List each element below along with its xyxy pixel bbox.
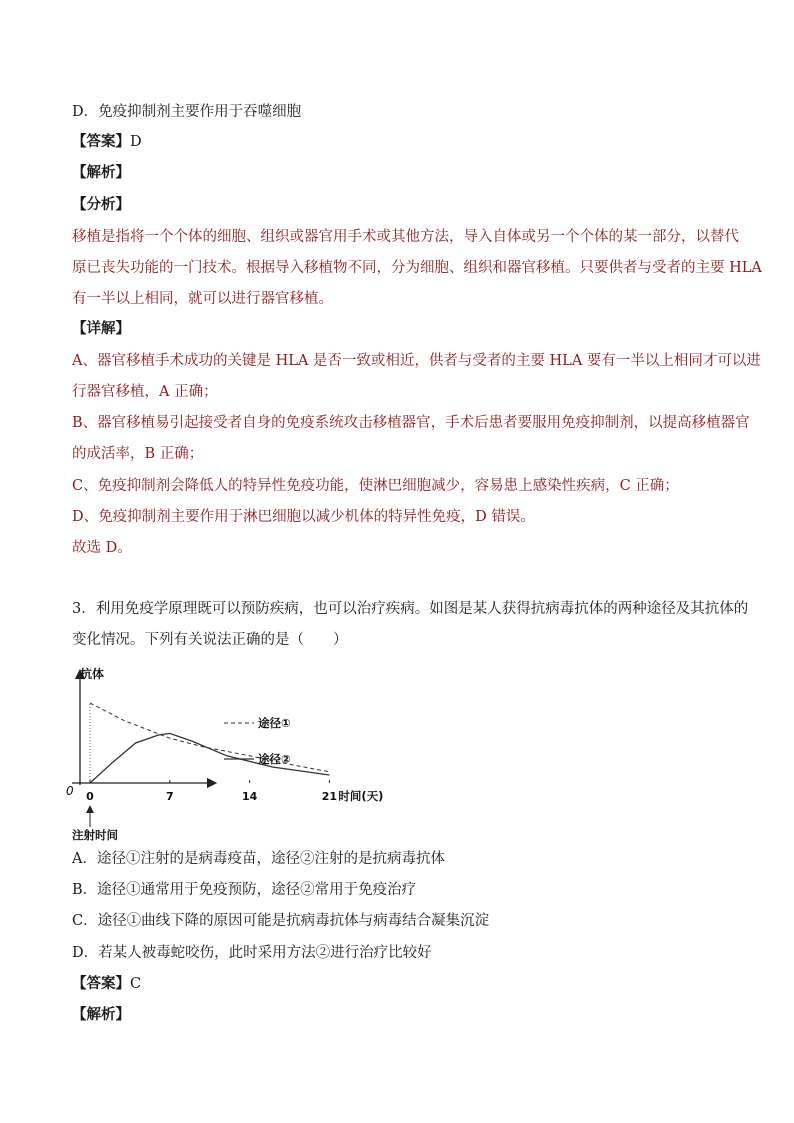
detail-line: A、器官移植手术成功的关键是 HLA 是否一致或相近，供者与受者的主要 HLA 要有一半以上相同才可以进	[72, 353, 761, 369]
legend-label: 途径②	[258, 752, 291, 766]
x-tick-label: 0	[86, 790, 94, 803]
injection-label: 注射时间	[72, 828, 118, 842]
y-axis-label: 抗体	[80, 667, 105, 681]
answer-line	[72, 131, 722, 153]
detail-line: B、器官移植易引起接受者自身的免疫系统攻击移植器官，手术后患者要服用免疫抑制剂，以提高移植器官	[72, 415, 750, 431]
analysis-tag: 【解析】	[72, 164, 130, 181]
analysis-tag: 【解析】	[72, 1006, 130, 1023]
detail-tag: 【详解】	[72, 320, 130, 337]
answer-value: C	[130, 976, 142, 992]
option-a: A．途径①注射的是病毒疫苗，途径②注射的是抗病毒抗体	[72, 851, 445, 867]
detail-line: D、免疫抑制剂主要作用于淋巴细胞以减少机体的特异性免疫，D 错误。	[72, 509, 535, 525]
x-tick-label: 7	[165, 790, 174, 803]
question3-stem: 3．利用免疫学原理既可以预防疾病，也可以治疗疾病。如图是某人获得抗病毒抗体的两种途径及其抗体的	[72, 601, 749, 617]
detail-line: 的成活率，B 正确；	[72, 446, 204, 462]
legend-label: 途径①	[258, 716, 291, 730]
option-d-text: D．免疫抑制剂主要作用于吞噬细胞	[72, 104, 302, 120]
fenxi-tag: 【分析】	[72, 196, 130, 213]
fenxi-line: 移植是指将一个个体的细胞、组织或器官用手术或其他方法，导入自体或另一个个体的某一部分，以替代	[72, 229, 739, 245]
origin-label: 0	[66, 784, 74, 798]
fenxi-line: 有一半以上相同，就可以进行器官移植。	[72, 291, 333, 307]
detail-line: 故选 D。	[72, 540, 132, 556]
x-tick-label: 21	[321, 790, 338, 803]
antibody-chart	[62, 660, 384, 842]
question3-stem: 变化情况。下列有关说法正确的是（ ）	[72, 632, 348, 648]
option-d: D．若某人被毒蛇咬伤，此时采用方法②进行治疗比较好	[72, 945, 432, 961]
x-tick-label: 14	[241, 790, 258, 803]
option-b: B．途径①通常用于免疫预防，途径②常用于免疫治疗	[72, 882, 417, 898]
fenxi-line: 原已丧失功能的一门技术。根据导入移植物不同，分为细胞、组织和器官移植。只要供者与受者的主要 HLA	[72, 260, 762, 276]
answer-tag: 【答案】	[72, 975, 130, 992]
x-axis-label: 时间(天)	[338, 789, 384, 803]
answer-tag: 【答案】	[72, 133, 130, 150]
series-line-2	[90, 733, 329, 783]
option-c: C．途径①曲线下降的原因可能是抗病毒抗体与病毒结合凝集沉淀	[72, 913, 490, 929]
series-line-1	[90, 703, 329, 772]
detail-line: 行器官移植，A 正确；	[72, 384, 218, 400]
answer-value: D	[130, 134, 142, 150]
detail-line: C、免疫抑制剂会降低人的特异性免疫功能，使淋巴细胞减少，容易患上感染性疾病，C 正确；	[72, 478, 679, 494]
answer-line	[72, 973, 722, 995]
